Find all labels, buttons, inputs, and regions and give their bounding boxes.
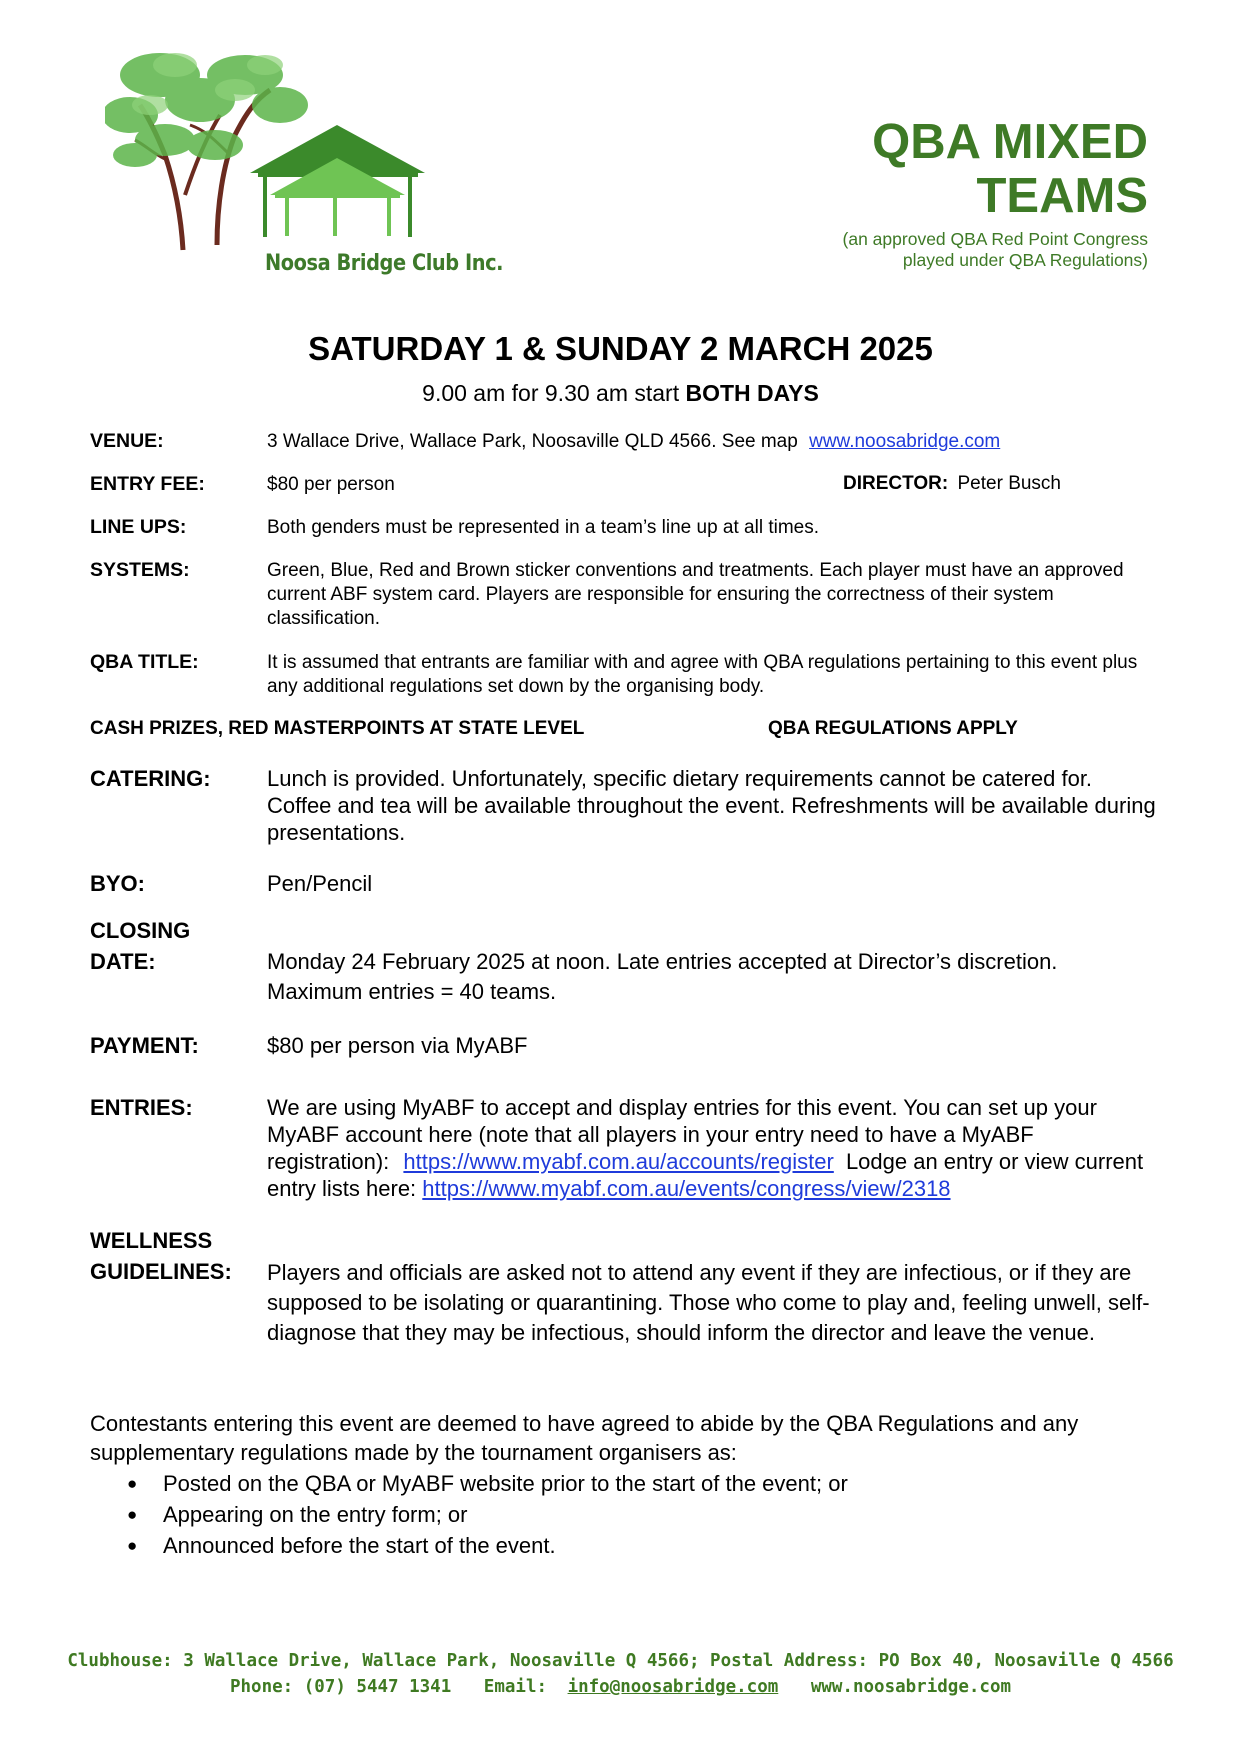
club-name: Noosa Bridge Club Inc.	[265, 251, 504, 276]
regulations-banner: QBA REGULATIONS APPLY	[768, 718, 1018, 739]
max-entries-value: Maximum entries = 40 teams.	[267, 979, 557, 1004]
footer-email-label: Email:	[483, 1677, 548, 1697]
payment-label: PAYMENT:	[90, 1033, 199, 1058]
club-logo	[105, 45, 505, 295]
contestants-text: Contestants entering this event are deemed to have agreed to abide by the QBA Regulations and any supplementary regulations made by the tournament organisers as:	[90, 1411, 1079, 1465]
entries-text-2: Lodge an entry or view current entry lists here:	[267, 1149, 1144, 1201]
contestants-list	[121, 1468, 848, 1561]
byo-label: BYO:	[90, 871, 145, 896]
venue-text: 3 Wallace Drive, Wallace Park, Noosaville QLD 4566. See map	[267, 431, 798, 452]
entry-fee-value: $80 per person	[267, 474, 395, 495]
wellness-label-1: WELLNESS	[90, 1228, 213, 1253]
subtitle-line2: played under QBA Regulations)	[902, 250, 1148, 270]
catering-value: Lunch is provided. Unfortunately, specific dietary requirements cannot be catered for. Coffee and tea will be available throughout the event. Refreshments will be available during presentations.	[267, 766, 1156, 845]
congress-link[interactable]: https://www.myabf.com.au/events/congress/view/2318	[422, 1176, 951, 1201]
event-title-line1: QBA MIXED	[872, 115, 1148, 169]
register-link[interactable]: https://www.myabf.com.au/accounts/register	[403, 1149, 834, 1174]
footer-contact	[0, 1677, 1241, 1697]
closing-date-value: Monday 24 February 2025 at noon. Late entries accepted at Director’s discretion.	[267, 949, 1058, 974]
qba-title-value: It is assumed that entrants are familiar with and agree with QBA regulations pertaining to this event plus any additional regulations set down by the organising body.	[267, 652, 1138, 697]
entries-label: ENTRIES:	[90, 1095, 193, 1120]
byo-value: Pen/Pencil	[267, 871, 373, 896]
wellness-value: Players and officials are asked not to attend any event if they are infectious, or if they are supposed to be isolating or quarantining. Those who come to play and, feeling unwell, self-diagnose that they may be infectious, should inform the director and leave the venue.	[267, 1260, 1150, 1345]
wellness-label-2: GUIDELINES:	[90, 1259, 232, 1284]
payment-value: $80 per person via MyABF	[267, 1033, 528, 1058]
footer-email[interactable]: info@noosabridge.com	[567, 1677, 779, 1697]
venue-link[interactable]: www.noosabridge.com	[809, 431, 1001, 452]
event-subtitle	[843, 229, 1148, 271]
list-item: ● Appearing on the entry form; or	[121, 1499, 848, 1530]
subtitle-line1: (an approved QBA Red Point Congress	[842, 229, 1148, 249]
line-ups-value: Both genders must be represented in a team’s line up at all times.	[267, 517, 820, 538]
entries-value	[267, 1094, 1157, 1202]
venue-value	[267, 430, 1157, 454]
venue-label: VENUE:	[90, 430, 164, 452]
entries-text-1: We are using MyABF to accept and display entries for this event. You can set up your MyABF account here (note that all players in your entry need to have a MyABF registration):	[267, 1095, 1097, 1174]
qba-title-label: QBA TITLE:	[90, 651, 199, 673]
event-time-text: 9.00 am for 9.30 am start	[422, 380, 680, 406]
systems-label: SYSTEMS:	[90, 559, 190, 581]
director-name: Peter Busch	[957, 473, 1061, 494]
event-dates: SATURDAY 1 & SUNDAY 2 MARCH 2025	[308, 330, 933, 367]
closing-label-2: DATE:	[90, 949, 156, 974]
list-item: ● Posted on the QBA or MyABF website prior to the start of the event; or	[121, 1468, 848, 1499]
footer-address: Clubhouse: 3 Wallace Drive, Wallace Park, Noosaville Q 4566; Postal Address: PO Box 40, Noosaville Q 4566	[67, 1651, 1174, 1671]
event-time-bold: BOTH DAYS	[685, 380, 819, 406]
closing-label-1: CLOSING	[90, 918, 191, 943]
catering-label: CATERING:	[90, 766, 211, 791]
director	[843, 473, 1061, 495]
event-time	[0, 380, 1241, 407]
prizes-banner: CASH PRIZES, RED MASTERPOINTS AT STATE LEVEL	[90, 718, 585, 739]
event-title	[872, 115, 1148, 223]
footer-phone: Phone: (07) 5447 1341	[229, 1677, 452, 1697]
event-title-line2: TEAMS	[976, 169, 1148, 223]
director-label: DIRECTOR:	[843, 473, 949, 494]
list-item: ● Announced before the start of the event.	[121, 1530, 848, 1561]
entry-fee-label: ENTRY FEE:	[90, 473, 205, 495]
systems-value: Green, Blue, Red and Brown sticker conventions and treatments. Each player must have an approved current ABF system card. Players are responsible for ensuring the correctness of their system classification.	[267, 560, 1124, 629]
footer-web[interactable]: www.noosabridge.com	[810, 1677, 1012, 1697]
line-ups-label: LINE UPS:	[90, 516, 187, 538]
